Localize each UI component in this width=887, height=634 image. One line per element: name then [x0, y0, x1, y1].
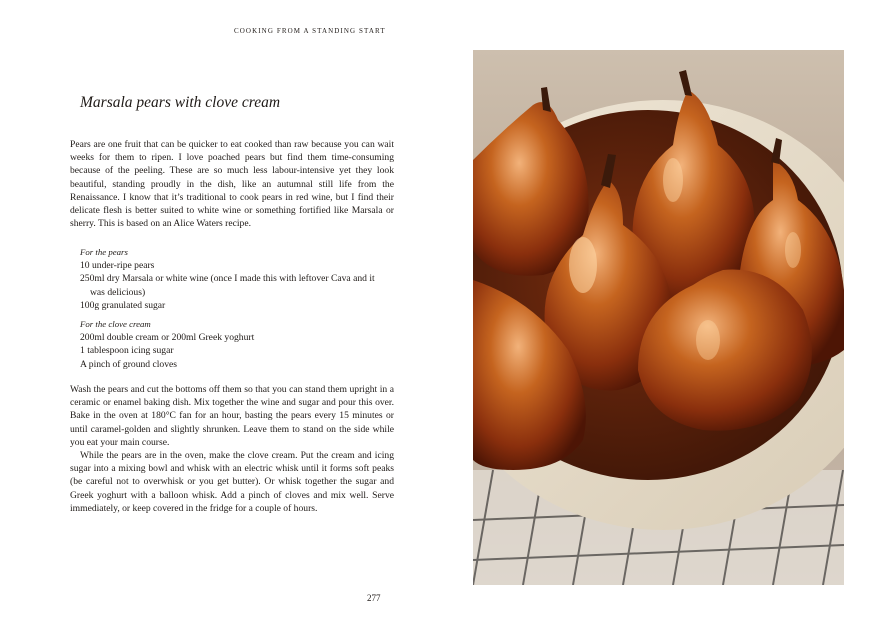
ingredient-item: 1 tablespoon icing sugar [80, 345, 174, 357]
recipe-title: Marsala pears with clove cream [80, 94, 281, 111]
pears-photo [473, 50, 844, 585]
ingredient-item: 10 under-ripe pears [80, 260, 155, 272]
pears-heading: For the pears [80, 247, 128, 257]
cream-ingredients [80, 318, 400, 371]
method-paragraph: While the pears are in the oven, make the clove cream. Put the cream and icing sugar into a mixing bowl and whisk with an electric whisk until it forms soft peaks (be careful not to overwhisk or you get butter). Or whisk together the sugar and Greek yoghurt with a balloon whisk. Add a pinch of cloves and mix well. Serve immediately, or keep covered in the fridge for a couple of hours. [70, 450, 394, 514]
page-number: 277 [367, 593, 381, 603]
intro-text: Pears are one fruit that can be quicker to eat cooked than raw because you can wait weeks for them to ripen. I love poached pears but find them time-consuming because of the peeling. These are so much less labour-intensive yet they look beautiful, standing proudly in the dish, like an autumnal still life from the Renaissance. I know that it’s traditional to cook pears in red wine, but I find their delicate flesh is better suited to white wine or something fortified like Marsala or sherry. This is based on an Alice Waters recipe. [70, 139, 394, 230]
method-section [70, 383, 394, 515]
intro-paragraph [70, 138, 394, 230]
ingredient-item: was delicious) [90, 286, 146, 298]
pears-ingredients [80, 246, 400, 312]
ingredient-item: 100g granulated sugar [80, 299, 166, 311]
method-paragraph: Wash the pears and cut the bottoms off them so that you can stand them upright in a ceramic or enamel baking dish. Mix together the wine and sugar and pour this over. Bake in the oven at 180°C fan for an hour, basting the pears every 15 minutes or until caramel-golden and slightly shrunken. Leave them to stand on the side while you eat your main course. [70, 384, 394, 448]
ingredient-item: A pinch of ground cloves [80, 358, 177, 370]
ingredient-item: 250ml dry Marsala or white wine (once I made this with leftover Cava and it [80, 273, 375, 285]
running-head: COOKING FROM A STANDING START [234, 27, 386, 35]
cream-heading: For the clove cream [80, 319, 151, 329]
ingredient-item: 200ml double cream or 200ml Greek yoghurt [80, 332, 255, 344]
